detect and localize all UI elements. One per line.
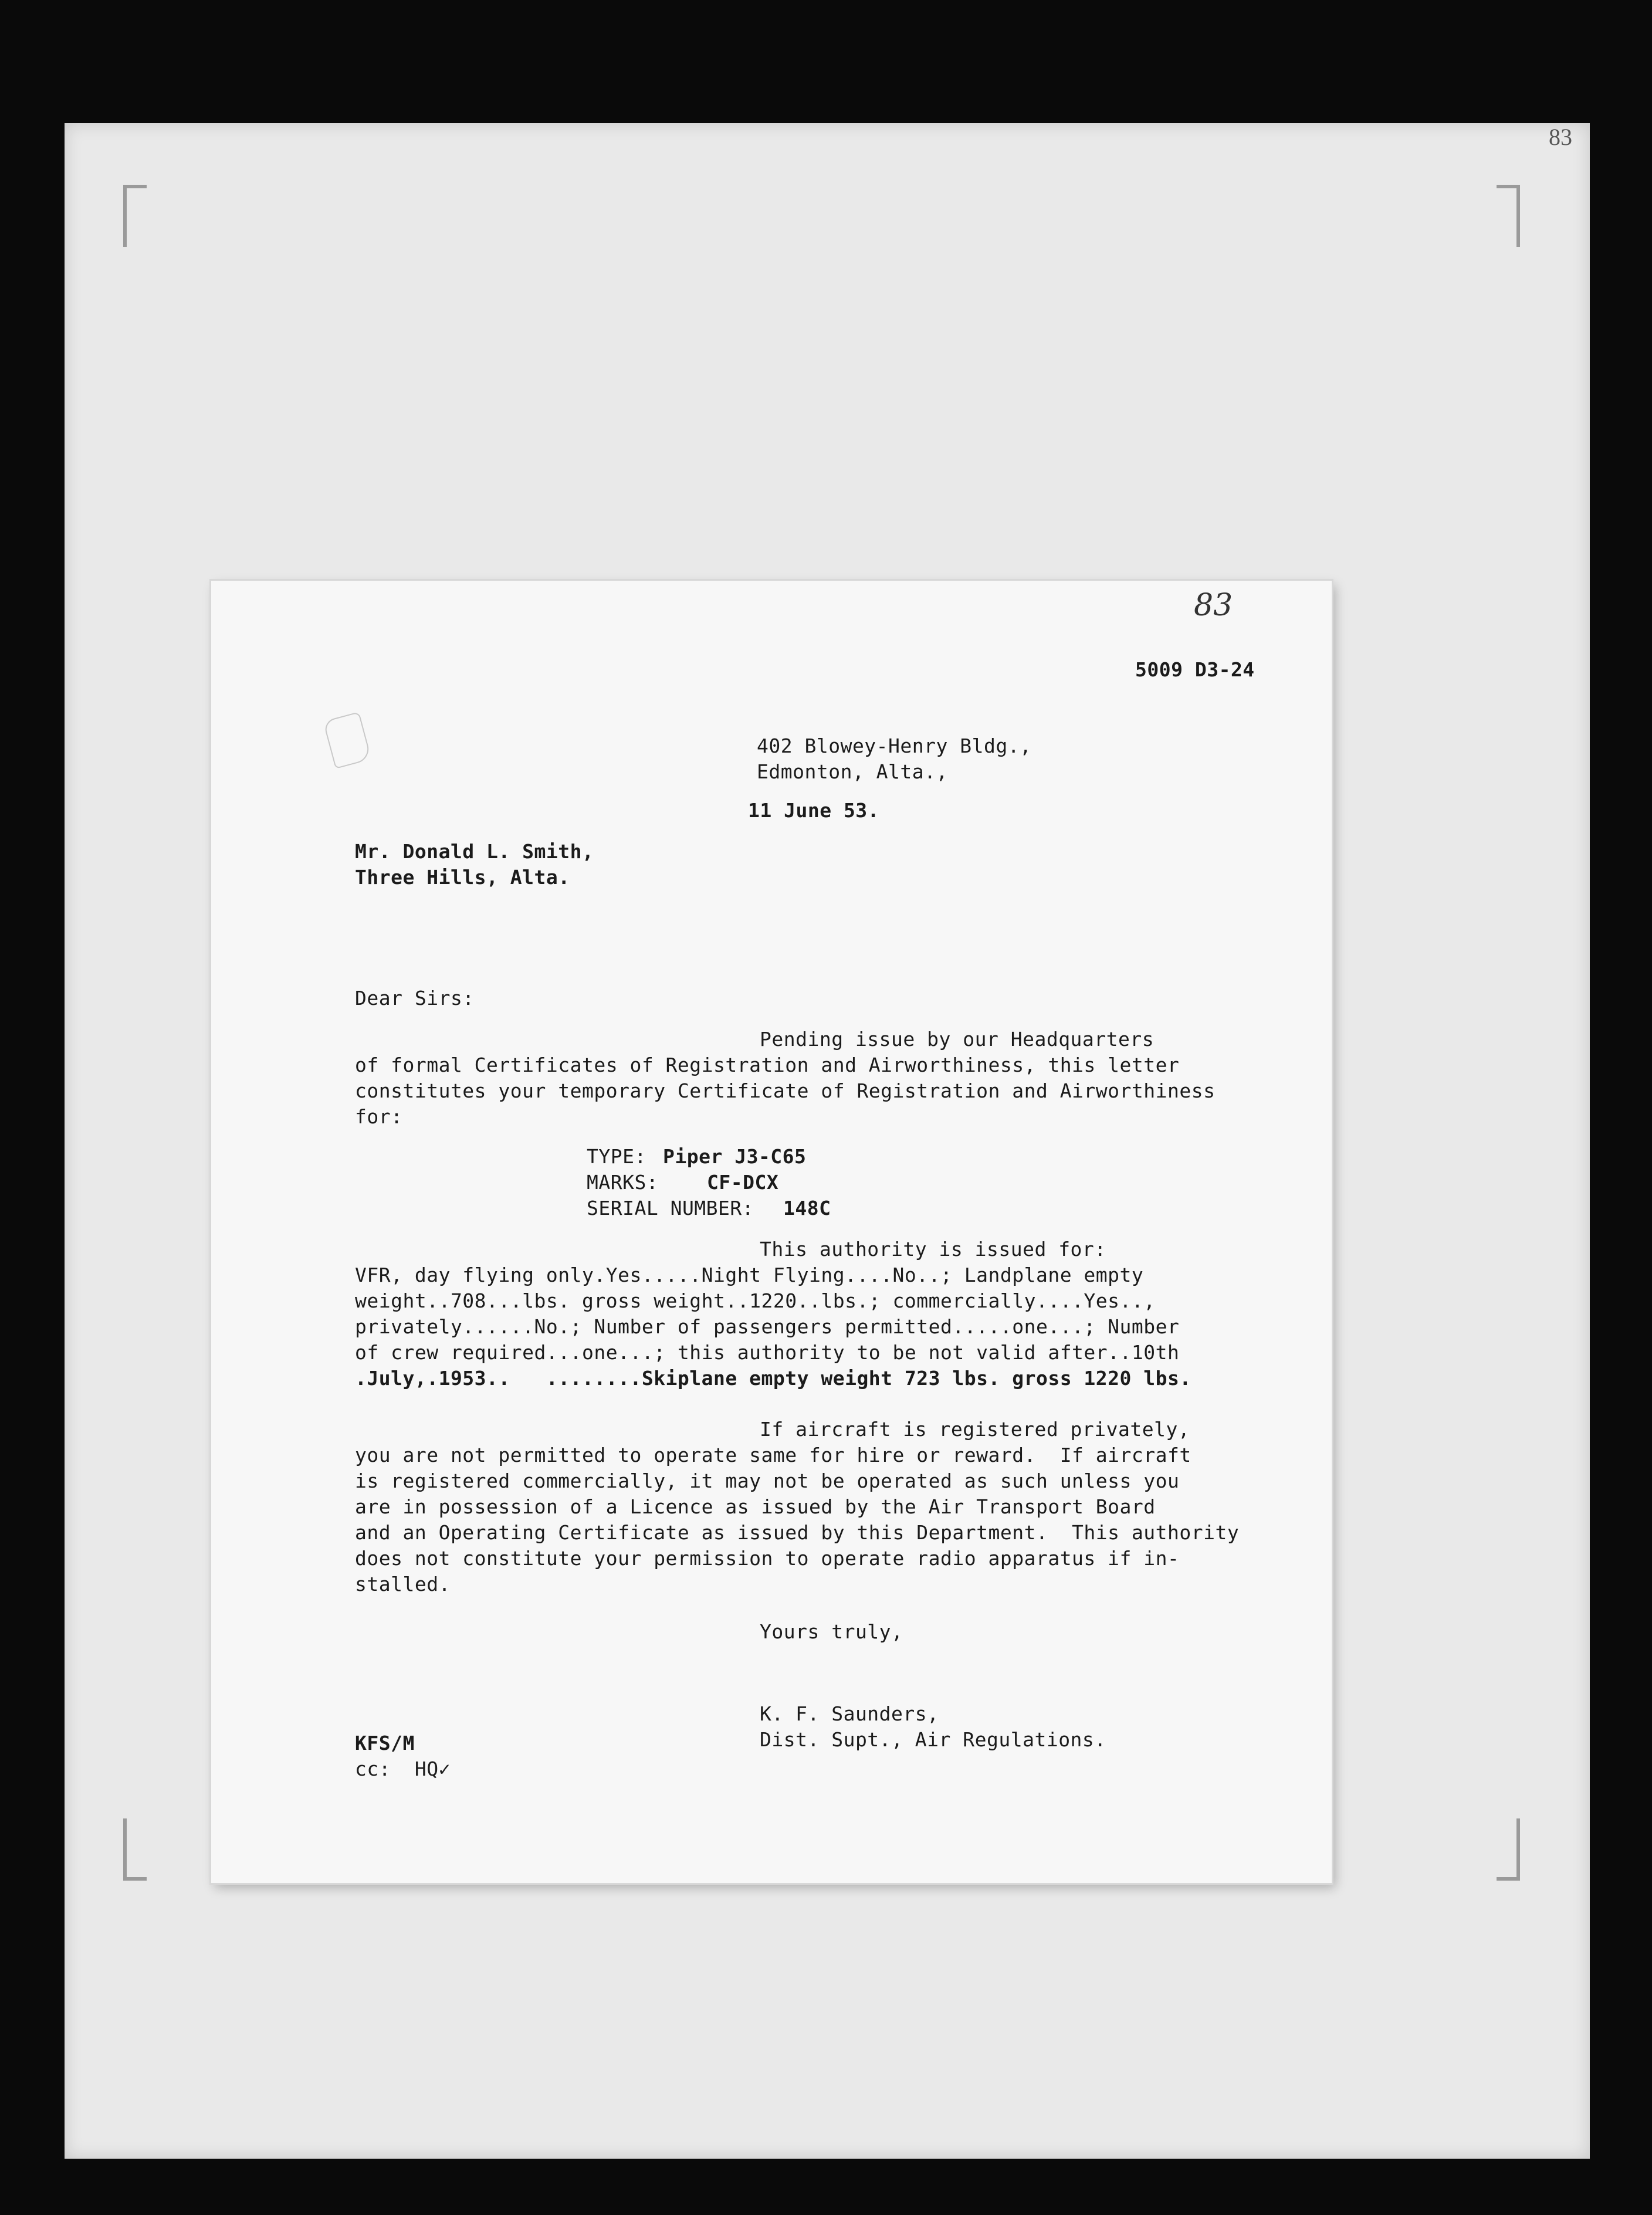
- serial-value: 148C: [783, 1197, 831, 1220]
- stamp-mark: [323, 712, 372, 769]
- signatory-name: K. F. Saunders,: [760, 1702, 939, 1725]
- recipient-address: Three Hills, Alta.: [355, 866, 570, 889]
- crop-mark-top-left: [123, 185, 147, 247]
- sender-address-line1: 402 Blowey-Henry Bldg.,: [757, 734, 1032, 757]
- paragraph3-line3: is registered commercially, it may not be operated as such unless you: [355, 1469, 1180, 1492]
- signatory-title: Dist. Supt., Air Regulations.: [760, 1728, 1106, 1751]
- typist-initials: KFS/M: [355, 1732, 415, 1755]
- authority-line5: of crew required...one...; this authority to be not valid after..10th: [355, 1341, 1180, 1364]
- letter-page: [211, 581, 1332, 1883]
- authority-line1: This authority is issued for:: [760, 1238, 1106, 1261]
- paragraph3-line7: stalled.: [355, 1573, 451, 1596]
- sender-address-line2: Edmonton, Alta.,: [757, 760, 948, 783]
- paragraph1-line1: Pending issue by our Headquarters: [760, 1028, 1155, 1051]
- crop-mark-bottom-right: [1497, 1818, 1520, 1881]
- type-label: TYPE:: [587, 1145, 646, 1168]
- type-value: Piper J3-C65: [663, 1145, 807, 1168]
- paragraph3-line6: does not constitute your permission to operate radio apparatus if in-: [355, 1547, 1180, 1570]
- paragraph1-line2: of formal Certificates of Registration and Airworthiness, this letter: [355, 1054, 1180, 1076]
- file-reference: 5009 D3-24: [1135, 658, 1255, 681]
- carbon-copy: cc: HQ✓: [355, 1757, 451, 1780]
- marks-value: CF-DCX: [707, 1171, 779, 1194]
- closing: Yours truly,: [760, 1620, 903, 1643]
- authority-line4: privately......No.; Number of passengers permitted.....one...; Number: [355, 1315, 1180, 1338]
- paragraph3-line1: If aircraft is registered privately,: [760, 1418, 1190, 1441]
- serial-label: SERIAL NUMBER:: [587, 1197, 754, 1220]
- crop-mark-bottom-left: [123, 1818, 147, 1881]
- paragraph3-line5: and an Operating Certificate as issued by this Department. This authority: [355, 1521, 1240, 1544]
- paragraph3-line4: are in possession of a Licence as issued by the Air Transport Board: [355, 1495, 1156, 1518]
- letter-date: 11 June 53.: [748, 799, 880, 822]
- recipient-name: Mr. Donald L. Smith,: [355, 840, 594, 863]
- authority-line2: VFR, day flying only.Yes.....Night Flying....No..; Landplane empty: [355, 1264, 1144, 1286]
- authority-line6: .July,.1953.. ........Skiplane empty weight 723 lbs. gross 1220 lbs.: [355, 1367, 1191, 1390]
- mount-page-number: 83: [1549, 124, 1572, 150]
- paragraph1-line4: for:: [355, 1105, 403, 1128]
- authority-line3: weight..708...lbs. gross weight..1220..lbs.; commercially....Yes..,: [355, 1289, 1156, 1312]
- crop-mark-top-right: [1497, 185, 1520, 247]
- paragraph3-line2: you are not permitted to operate same for hire or reward. If aircraft: [355, 1444, 1191, 1466]
- marks-label: MARKS:: [587, 1171, 659, 1194]
- paragraph1-line3: constitutes your temporary Certificate of Registration and Airworthiness: [355, 1079, 1216, 1102]
- handwritten-folio: 83: [1194, 588, 1233, 623]
- salutation: Dear Sirs:: [355, 987, 475, 1010]
